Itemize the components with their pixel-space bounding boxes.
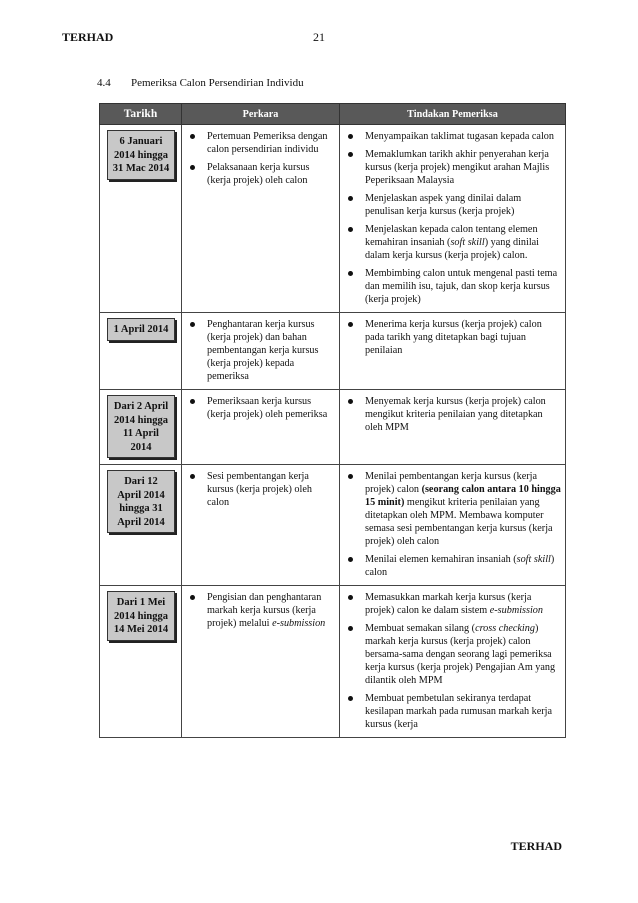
bullet-dot-icon (190, 595, 195, 600)
list-item (344, 395, 561, 434)
bullet-dot-icon (190, 474, 195, 479)
section-heading (97, 77, 304, 89)
section-title-text: Pemeriksa Calon Persendirian Individu (131, 77, 304, 89)
bullet-list (344, 591, 561, 731)
text-segment: Memaklumkan tarikh akhir penyerahan kerja kursus (kerja projek) mengikut arahan Majlis Peperiksaan Malaysia (365, 149, 550, 186)
text-segment: Menyemak kerja kursus (kerja projek) calon mengikut kriteria penilaian yang ditetapkan oleh MPM (365, 396, 546, 433)
footer-classification: TERHAD (510, 839, 562, 853)
list-item (344, 130, 561, 143)
text-segment: ) calon (365, 554, 555, 578)
list-item (344, 470, 561, 548)
table-body (100, 125, 566, 738)
bullet-dot-icon (348, 134, 353, 139)
list-item (344, 267, 561, 306)
text-segment: ) markah kerja kursus (kerja projek) calon bersama-sama dengan seorang lagi pemeriksa kerja kursus (kerja projek) Pengajian Am yang dilantik oleh MPM (365, 623, 556, 686)
list-item (344, 692, 561, 731)
bullet-dot-icon (348, 227, 353, 232)
table-row (100, 465, 566, 586)
date-line: 6 Januari (119, 136, 163, 147)
table-header-row (100, 104, 566, 125)
list-item (344, 591, 561, 617)
bullet-list (186, 591, 335, 630)
bullet-dot-icon (348, 474, 353, 479)
date-cell (100, 586, 182, 738)
list-item (344, 223, 561, 262)
bullet-dot-icon (190, 322, 195, 327)
date-line: 2014 hingga (114, 610, 168, 622)
date-line: 2014 hingga (114, 414, 168, 426)
header-date: Tarikh (100, 104, 182, 125)
bullet-dot-icon (348, 399, 353, 404)
date-line: 31 Mac 2014 (112, 163, 170, 174)
action-cell (340, 390, 566, 465)
table-row (100, 586, 566, 738)
matter-cell (182, 125, 340, 313)
header-action: Tindakan Pemeriksa (340, 104, 566, 125)
bullet-list (186, 130, 335, 187)
date-cell (100, 313, 182, 390)
text-segment: Penghantaran kerja kursus (kerja projek) dan bahan pembentangan kerja kursus (kerja projek) kepada pemeriksa (207, 319, 319, 382)
date-line: 2014 hingga (114, 149, 168, 161)
date-label (107, 470, 175, 533)
text-segment: Menjelaskan aspek yang dinilai dalam penulisan kerja kursus (kerja projek) (365, 193, 522, 217)
date-label (107, 318, 175, 341)
bullet-list (344, 318, 561, 357)
matter-cell (182, 465, 340, 586)
date-cell (100, 125, 182, 313)
bullet-dot-icon (348, 557, 353, 562)
text-segment: Membimbing calon untuk mengenal pasti tema dan memilih isu, tajuk, dan skop kerja kursus (kerja projek) (365, 268, 558, 305)
date-cell (100, 465, 182, 586)
bullet-dot-icon (348, 322, 353, 327)
table-row (100, 390, 566, 465)
bullet-dot-icon (190, 165, 195, 170)
matter-cell (182, 390, 340, 465)
date-label (107, 395, 175, 458)
text-segment: Menilai pembentangan kerja kursus (kerja projek) calon (365, 471, 537, 495)
bullet-dot-icon (348, 595, 353, 600)
list-item (186, 470, 335, 509)
date-line: Dari 2 April (113, 401, 169, 412)
bullet-dot-icon (348, 196, 353, 201)
text-segment: cross checking (475, 623, 535, 634)
date-line: April 2014 (117, 489, 165, 501)
page-number: 21 (313, 30, 325, 44)
header-classification: TERHAD (62, 30, 114, 44)
text-segment: soft skill (516, 554, 551, 565)
list-item (186, 161, 335, 187)
text-segment: Menerima kerja kursus (kerja projek) calon pada tarikh yang ditetapkan bagi tujuan penilaian (365, 319, 542, 356)
bullet-dot-icon (348, 696, 353, 701)
bullet-list (186, 395, 335, 421)
list-item (344, 553, 561, 579)
matter-cell (182, 586, 340, 738)
action-cell (340, 465, 566, 586)
bullet-dot-icon (348, 626, 353, 631)
text-segment: Pelaksanaan kerja kursus (kerja projek) oleh calon (207, 162, 310, 186)
text-segment: e-submission (272, 618, 326, 629)
list-item (344, 192, 561, 218)
bullet-list (186, 318, 335, 383)
bullet-list (344, 470, 561, 579)
list-item (186, 318, 335, 383)
date-cell (100, 390, 182, 465)
date-line: hingga 31 (119, 503, 163, 514)
table-row (100, 125, 566, 313)
text-segment: mengikut kriteria penilaian yang ditetapkan oleh MPM. Membawa komputer semasa sesi pembentangan kerja kursus (kerja projek) oleh calon (365, 497, 553, 547)
header-matter: Perkara (182, 104, 340, 125)
list-item (186, 591, 335, 630)
list-item (186, 395, 335, 421)
table-row (100, 313, 566, 390)
list-item (344, 622, 561, 687)
section-number: 4.4 (97, 77, 111, 89)
text-segment: Pemeriksaan kerja kursus (kerja projek) oleh pemeriksa (207, 396, 328, 420)
text-segment: Pertemuan Pemeriksa dengan calon persendirian individu (207, 131, 328, 155)
text-segment: Memasukkan markah kerja kursus (kerja projek) calon ke dalam sistem (365, 592, 532, 616)
date-line: 2014 (130, 441, 152, 453)
date-line: Dari 1 Mei (116, 597, 166, 608)
text-segment: Menyampaikan taklimat tugasan kepada calon (365, 131, 554, 142)
text-segment: Menjelaskan kepada calon tentang elemen kemahiran insaniah ( (365, 224, 538, 248)
date-label (107, 591, 175, 641)
matter-cell (182, 313, 340, 390)
bullet-dot-icon (348, 152, 353, 157)
bullet-dot-icon (348, 271, 353, 276)
bullet-list (344, 130, 561, 306)
bullet-dot-icon (190, 134, 195, 139)
date-line: April 2014 (117, 516, 165, 528)
date-label (107, 130, 175, 180)
text-segment: ) yang dinilai dalam kerja kursus (kerja projek) calon. (365, 237, 540, 261)
text-segment: (seorang calon antara 10 hingga 15 minit) (365, 484, 561, 508)
list-item (186, 130, 335, 156)
schedule-table (99, 103, 566, 738)
list-item (344, 148, 561, 187)
date-line: 11 April (123, 428, 159, 439)
text-segment: Membuat semakan silang ( (365, 623, 476, 634)
text-segment: Membuat pembetulan sekiranya terdapat kesilapan markah pada rumusan markah kerja kursus (kerja (365, 693, 552, 730)
bullet-list (344, 395, 561, 434)
list-item (344, 318, 561, 357)
date-line: Dari 12 (124, 476, 158, 487)
date-line: 1 April 2014 (113, 324, 169, 335)
text-segment: Sesi pembentangan kerja kursus (kerja projek) oleh calon (207, 471, 312, 508)
date-line: 14 Mei 2014 (113, 624, 169, 635)
action-cell (340, 313, 566, 390)
text-segment: soft skill (450, 237, 485, 248)
bullet-list (186, 470, 335, 509)
action-cell (340, 125, 566, 313)
text-segment: Menilai elemen kemahiran insaniah ( (365, 554, 517, 565)
text-segment: Pengisian dan penghantaran markah kerja kursus (kerja projek) melalui (207, 592, 322, 629)
text-segment: e-submission (489, 605, 543, 616)
action-cell (340, 586, 566, 738)
bullet-dot-icon (190, 399, 195, 404)
